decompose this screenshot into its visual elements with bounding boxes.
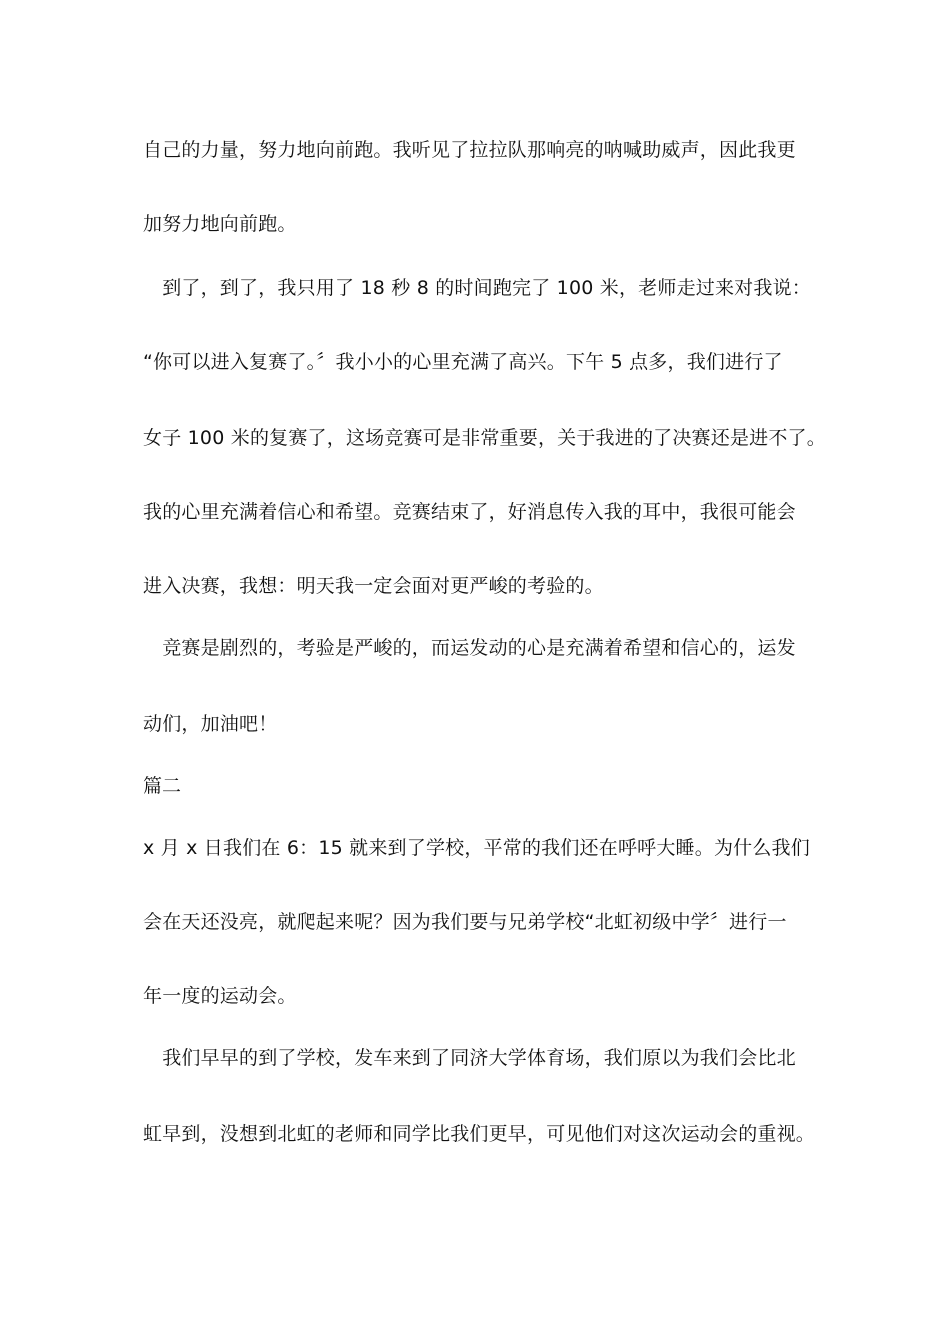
paragraph-line: 加努力地向前跑。 [143,213,297,235]
paragraph-line: 女子 100 米的复赛了，这场竞赛可是非常重要，关于我进的了决赛还是进不了。 [143,427,826,449]
paragraph-line: 到了，到了，我只用了 18 秒 8 的时间跑完了 100 米，老师走过来对我说： [143,277,811,299]
paragraph-line: 进入决赛，我想：明天我一定会面对更严峻的考验的。 [143,575,604,597]
paragraph-line: 我们早早的到了学校，发车来到了同济大学体育场，我们原以为我们会比北 [143,1047,796,1069]
paragraph-line: 竞赛是剧烈的，考验是严峻的，而运发动的心是充满着希望和信心的，运发 [143,637,796,659]
paragraph-line: 会在天还没亮，就爬起来呢？因为我们要与兄弟学校“北虹初级中学〞进行一 [143,911,787,933]
paragraph-line: 虹早到，没想到北虹的老师和同学比我们更早，可见他们对这次运动会的重视。 [143,1123,816,1145]
paragraph-line: “你可以进入复赛了。〞我小小的心里充满了高兴。下午 5 点多，我们进行了 [143,351,783,373]
section-title: 篇二 [143,775,182,797]
paragraph-line: 我的心里充满着信心和希望。竞赛结束了，好消息传入我的耳中，我很可能会 [143,501,796,523]
paragraph-line: 年一度的运动会。 [143,985,297,1007]
paragraph-line: 动们，加油吧！ [143,713,278,735]
paragraph-line: x 月 x 日我们在 6：15 就来到了学校，平常的我们还在呼呼大睡。为什么我们 [143,837,810,859]
paragraph-line: 自己的力量，努力地向前跑。我听见了拉拉队那响亮的呐喊助威声，因此我更 [143,139,796,161]
